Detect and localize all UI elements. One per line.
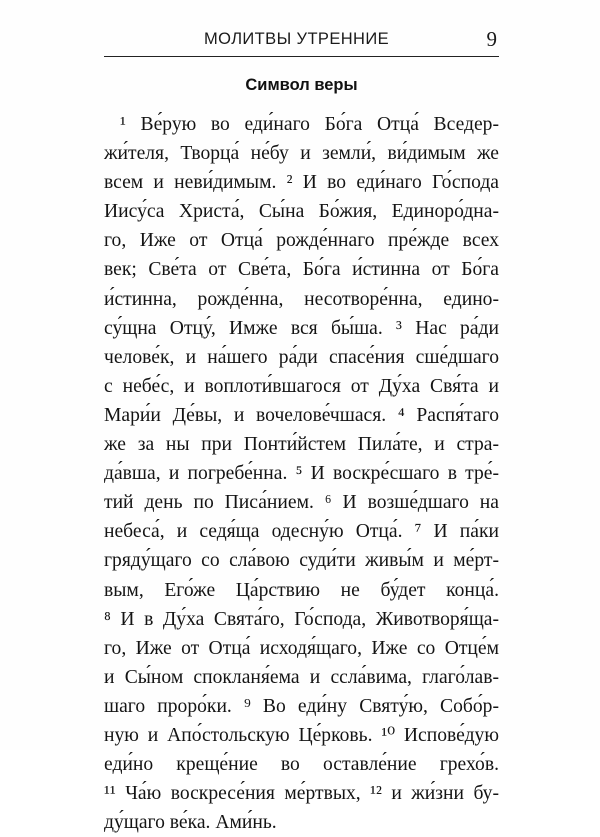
text-line: всем и неви́димым. ² И во еди́наго Го́спода bbox=[104, 172, 499, 194]
text-line: Иису́са Христа́, Сы́на Бо́жия, Единоро́дна- bbox=[104, 201, 499, 223]
text-line: го, Иже от Отца́ рожде́ннаго пре́жде всех bbox=[104, 230, 499, 252]
text-line: ную и Апо́стольскую Це́рковь. ¹⁰ Испове́дую bbox=[104, 724, 499, 746]
text-line: же за ны при Понти́йстем Пила́те, и стра- bbox=[104, 434, 499, 456]
text-line: Мари́и Де́вы, и вочелове́чшася. ⁴ Распя́таго bbox=[104, 404, 499, 426]
text-line: ¹¹ Ча́ю воскресе́ния ме́ртвых, ¹² и жи́зни бу- bbox=[104, 783, 499, 805]
text-line: ⁸ И в Ду́ха Свята́го, Го́спода, Животворя́ща- bbox=[104, 608, 499, 630]
text-line: ¹ Ве́рую во еди́наго Бо́га Отца́ Вседер- bbox=[120, 114, 499, 135]
text-line: да́вша, и погребе́нна. ⁵ И воскре́сшаго в тре́- bbox=[104, 463, 499, 485]
page-number: 9 bbox=[486, 27, 497, 51]
text-line: го, Иже от Отца́ исходя́щаго, Иже со Отце́м bbox=[104, 637, 499, 659]
text-line: ду́щаго ве́ка. Ами́нь. bbox=[104, 812, 277, 834]
text-line: шаго проро́ки. ⁹ Во еди́ну Святу́ю, Собо́р- bbox=[104, 695, 499, 717]
text-line: вым, Его́же Ца́рствию не бу́дет конца́. bbox=[104, 579, 499, 601]
running-head bbox=[104, 26, 499, 58]
text-line: еди́но креще́ние во оставле́ние грехо́в. bbox=[104, 754, 499, 776]
text-line: и́стинна, рожде́нна, несотворе́нна, едино- bbox=[104, 288, 499, 310]
text-line: су́щна Отцу́, Имже вся бы́ша. ³ Нас ра́ди bbox=[104, 317, 499, 339]
section-title: Символ веры bbox=[245, 76, 358, 94]
text-line: жи́теля, Творца́ не́бу и земли́, ви́димым же bbox=[104, 143, 499, 165]
text-line: тий день по Писа́нием. ⁶ И возше́дшаго на bbox=[104, 492, 499, 514]
text-line: с небе́с, и воплоти́вшагося от Ду́ха Свя́та и bbox=[104, 375, 499, 397]
text-line: челове́к, и на́шего ра́ди спасе́ния сше́дшаго bbox=[104, 346, 499, 368]
text-line: гряду́щаго со сла́вою суди́ти живы́м и ме́рт- bbox=[104, 550, 499, 572]
running-title: МОЛИТВЫ УТРЕННИЕ bbox=[204, 30, 390, 48]
text-line: небеса́, и седя́ща одесну́ю Отца́. ⁷ И па́ки bbox=[104, 521, 499, 543]
prayer-text bbox=[104, 110, 499, 837]
text-line: и Сы́ном спокланя́ема и ссла́вима, глаго́лав- bbox=[104, 666, 499, 688]
header-rule bbox=[104, 56, 499, 57]
text-line: век; Све́та от Све́та, Бо́га и́стинна от Бо́га bbox=[104, 259, 499, 281]
